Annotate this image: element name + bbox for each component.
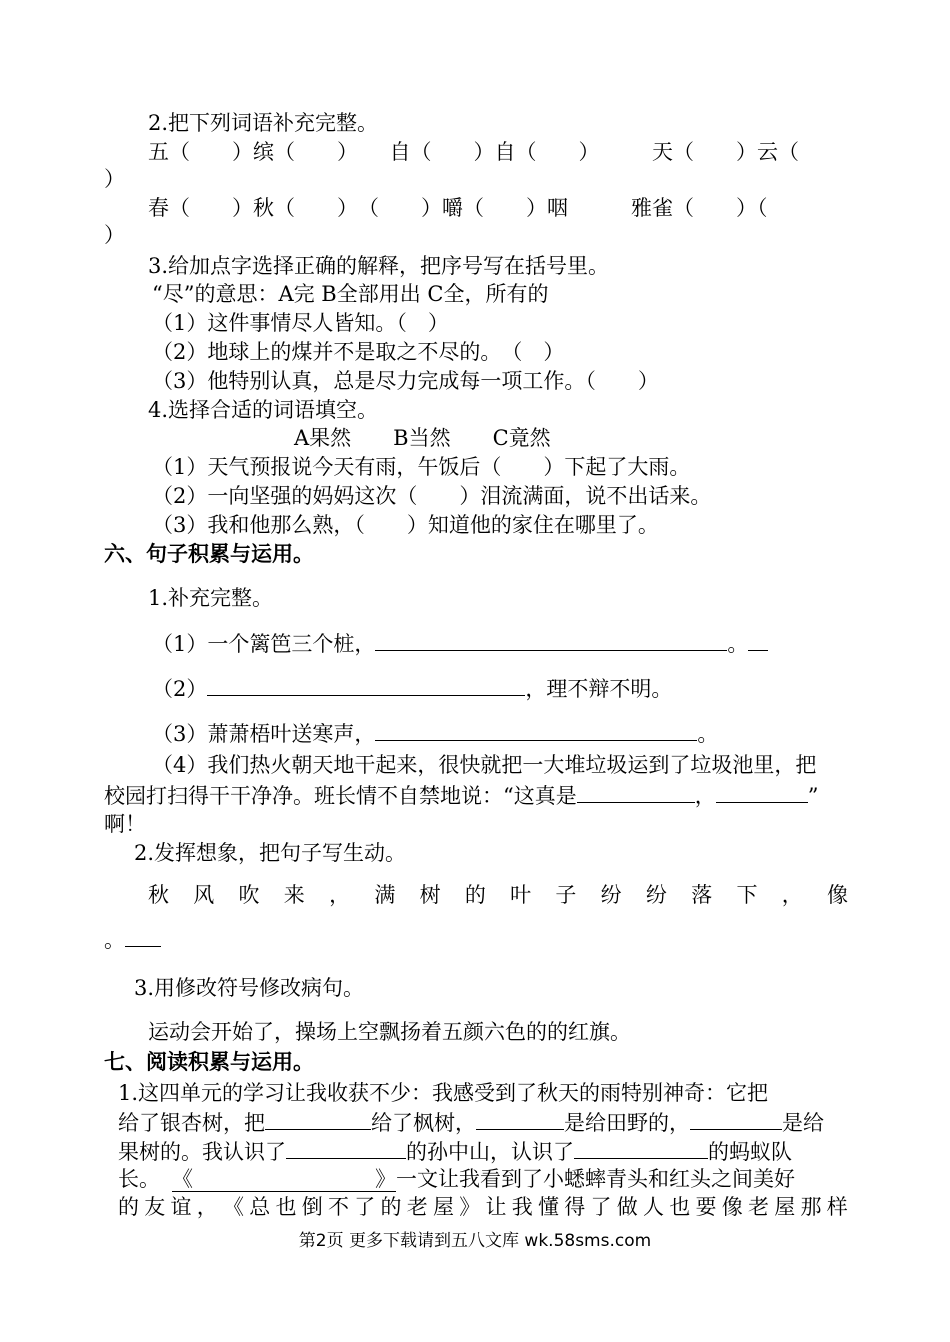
spaced-char: ， [781,883,803,907]
q3-meaning: “尽”的意思：A完 B全部用出 C全，所有的 [152,282,549,306]
q3-item: （2）地球上的煤并不是取之不尽的。 （ ） [152,340,565,364]
q4-item: （3）我和他那么熟，（ ）知道他的家住在哪里了。 [152,513,659,537]
s6-q3-title: 3.用修改符号修改病句。 [134,976,365,1000]
q4-item: （2）一向坚强的妈妈这次（ ）泪流满面，说不出话来。 [152,484,712,508]
s7-text: 的孙中山，认识了 [406,1140,574,1164]
q2-row1: 五（ ）缤（ ） 自（ ）自（ ） 天（ ）云（ [148,140,799,164]
answer-blank[interactable] [265,1109,371,1130]
q4-item: （1）天气预报说今天有雨，午饭后（ ）下起了大雨。 [152,455,691,479]
page-footer: 第2页 更多下载请到五八文库 wk.58sms.com [298,1231,652,1251]
s6-q1-item4-line2 [104,782,818,809]
s7-line1: 1.这四单元的学习让我收获不少：我感受到了秋天的雨特别神奇：它把 [118,1081,769,1105]
s6-item1-prefix: （1）一个篱笆三个桩， [152,632,376,656]
spaced-char: 了 [590,1195,612,1219]
answer-blank[interactable] [375,630,727,651]
spaced-char: 风 [193,883,215,907]
s6-q2-end: 。 [104,928,125,952]
s7-line4 [118,1166,795,1192]
s7-line5 [118,1194,848,1220]
s6-q1-item4-line1: （4）我们热火朝天地干起来，很快就把一大堆垃圾运到了垃圾池里，把 [152,753,817,777]
spaced-char: 吹 [238,883,260,907]
spaced-char: 谊 [170,1195,192,1219]
spaced-char: 子 [555,883,577,907]
spaced-char: 友 [144,1195,166,1219]
q2-row2: 春（ ）秋（ ） （ ）嚼（ ）咽 雅雀（ ）（ [148,196,768,220]
spaced-char: 》 [459,1195,481,1219]
answer-blank[interactable] [286,1138,406,1159]
s7-text: 长。 [118,1167,160,1191]
spaced-char: 得 [564,1195,586,1219]
spaced-char: 屋 [774,1195,796,1219]
spaced-char: 那 [800,1195,822,1219]
spaced-char: 纷 [600,883,622,907]
spaced-char: 纷 [645,883,667,907]
s7-text: 果树的。我认识了 [118,1140,286,1164]
spaced-char: 不 [328,1195,349,1219]
q2-row2-end: ） [104,223,125,247]
s6-q2-title: 2.发挥想象，把句子写生动。 [134,841,407,865]
spaced-char: 总 [249,1195,271,1219]
spaced-char: ， [196,1195,218,1219]
s6-q1-item1 [152,630,768,657]
spaced-char: 了 [354,1195,376,1219]
q4-title: 4.选择合适的词语填空。 [148,398,379,422]
answer-blank[interactable] [577,782,695,803]
spaced-char: 的 [380,1195,402,1219]
s6-q1-item3 [152,720,718,747]
book-title-close: 》 [375,1167,396,1191]
spaced-char: 老 [748,1195,769,1219]
section-6-heading: 六、句子积累与运用。 [104,542,314,566]
s7-text: 的蚂蚁队 [708,1140,792,1164]
s6-q2-answer-line [104,926,161,953]
q2-title: 2.把下列词语补充完整。 [148,111,379,135]
spaced-char: 倒 [301,1195,323,1219]
s6-item1-end: 。 [727,632,749,656]
s6-q3-sentence: 运动会开始了，操场上空飘扬着五颜六色的的红旗。 [148,1020,631,1044]
answer-blank[interactable] [690,1109,782,1130]
spaced-char: 样 [826,1195,848,1219]
answer-blank[interactable] [748,630,768,651]
spaced-char: 秋 [148,883,169,907]
section-7-heading: 七、阅读积累与运用。 [104,1050,314,1074]
s6-item2-suffix: ，理不辩不明。 [525,677,673,701]
spaced-char: 也 [669,1195,691,1219]
answer-blank[interactable] [476,1109,564,1130]
spaced-char: 懂 [538,1195,559,1219]
q2-row1-end: ） [104,167,125,191]
spaced-char: 《 [223,1195,244,1219]
q4-options: A果然 B当然 C竟然 [294,426,551,450]
s6-item3-prefix: （3）萧萧梧叶送寒声， [152,722,376,746]
q3-item: （3）他特别认真，总是尽力完成每一项工作。（ ） [152,369,659,393]
s7-text: 是给 [782,1111,824,1135]
q3-title: 3.给加点字选择正确的解释，把序号写在括号里。 [148,254,610,278]
s7-line3 [118,1138,792,1165]
answer-blank[interactable] [172,1167,396,1192]
spaced-char: 的 [464,883,486,907]
s7-line2 [118,1109,824,1136]
s6-q2-sentence [148,882,848,908]
answer-blank[interactable] [125,926,161,947]
answer-blank[interactable] [716,782,808,803]
spaced-char: 来 [283,883,305,907]
spaced-char: 满 [374,883,396,907]
s6-q1-item4-line3: 啊！ [104,812,146,836]
s7-text: 给了枫树， [371,1111,476,1135]
s6-item3-end: 。 [697,722,719,746]
spaced-char: 要 [695,1195,717,1219]
spaced-char: 树 [419,883,441,907]
s6-item4-text: 校园打扫得干干净净。班长情不自禁地说：“这真是 [104,784,577,808]
spaced-char: 落 [691,883,713,907]
spaced-char: 我 [511,1195,533,1219]
s6-q1-item2 [152,675,672,702]
spaced-char: 像 [721,1195,743,1219]
spaced-char: 人 [643,1195,664,1219]
spaced-char: 像 [826,883,848,907]
answer-blank[interactable] [207,675,525,696]
s7-text: 一文让我看到了小蟋蟀青头和红头之间美好 [396,1167,795,1191]
spaced-char: 也 [275,1195,297,1219]
answer-blank[interactable] [574,1138,708,1159]
spaced-char: 屋 [433,1195,454,1219]
s7-text: 给了银杏树，把 [118,1111,265,1135]
spaced-char: 做 [616,1195,638,1219]
answer-blank[interactable] [375,720,697,741]
book-title-open: 《 [172,1167,193,1191]
s6-item4-quote: ” [807,784,819,808]
s6-q1-title: 1.补充完整。 [148,586,274,610]
spaced-char: 下 [736,883,758,907]
spaced-char: 叶 [510,883,532,907]
q3-item: （1）这件事情尽人皆知。（ ） [152,311,449,335]
s6-item2-prefix: （2） [152,677,208,701]
spaced-char: 的 [118,1195,139,1219]
spaced-char: 老 [406,1195,428,1219]
s6-item4-comma: ， [694,784,716,808]
spaced-char: 让 [485,1195,507,1219]
spaced-char: ， [329,883,351,907]
s7-text: 是给田野的， [564,1111,690,1135]
